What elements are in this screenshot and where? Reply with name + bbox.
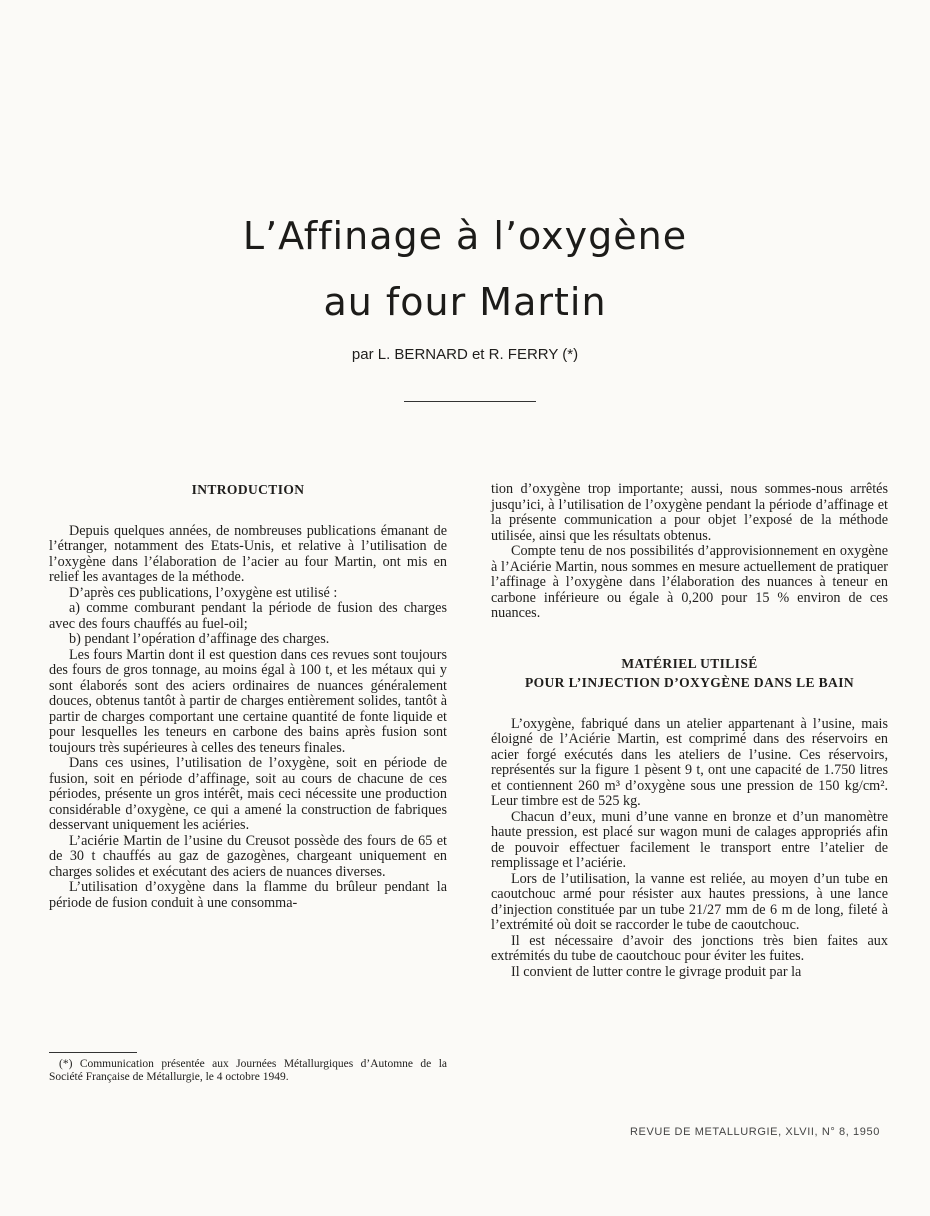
footnote-rule: [49, 1052, 137, 1053]
paragraph: Il convient de lutter contre le givrage produit par la: [511, 963, 802, 980]
paragraph: Lors de l’utilisation, la vanne est reliée, au moyen d’un tube en caoutchouc armé pour résister aux hautes pressions, à une lance d’injection constituée par un tube 21/27 mm de 6 m de long, fileté à l’extrémité où doit se raccorder le tube de caoutchouc.: [491, 870, 888, 933]
paragraph: L’aciérie Martin de l’usine du Creusot possède des fours de 65 et de 30 t chauffés au gaz de gazogènes, chargeant uniquement en charges solides et exécutant des aciers de nuances diverses.: [49, 832, 447, 880]
paragraph: Chacun d’eux, muni d’une vanne en bronze et d’un manomètre haute pression, est placé sur wagon muni de calages appropriés afin de pouvoir effectuer facilement le transport entre l’atelier de remplissage et l’aciérie.: [491, 808, 888, 871]
paragraph: Compte tenu de nos possibilités d’approvisionnement en oxygène à l’Aciérie Martin, nous sommes en mesure actuellement de pratiquer l’affinage à l’oxygène dans l’élaboration des nuances à teneur en carbone inférieure ou égale à 0,200 pour 15 % environ de ces nuances.: [491, 543, 888, 621]
left-column: [49, 482, 447, 911]
paragraph: a) comme comburant pendant la période de fusion des charges avec des fours chauffés au fuel-oil;: [49, 600, 447, 632]
paragraph: Les fours Martin dont il est question dans ces revues sont toujours des fours de gros tonnage, au moins égal à 100 t, et les métaux qui y sont élaborés sont des aciers ordinaires de nuances généralement douces, obtenus tantôt à partir de charges entièrement solides, tantôt à partir de charges comportant une certaine quantité de fonte liquide et pour lesquelles les teneurs en carbone des bains après fusion sont toujours très supérieures à celles des teneurs finales.: [49, 646, 447, 756]
article-title-line-2: au four Martin: [323, 280, 607, 324]
running-footer: REVUE DE METALLURGIE, XLVII, N° 8, 1950: [630, 1126, 880, 1138]
paragraph: L’utilisation d’oxygène dans la flamme du brûleur pendant la période de fusion conduit à une consomma-: [49, 879, 447, 911]
paragraph: b) pendant l’opération d’affinage des charges.: [69, 631, 330, 647]
paragraph: Dans ces usines, l’utilisation de l’oxygène, soit en période de fusion, soit en période d’affinage, soit au cours de chacune de ces périodes, présente un gros intérêt, mais ceci nécessite une production considérable d’oxygène, ce qui a amené la construction de fabriques desservant uniquement les aciéries.: [49, 755, 447, 833]
paragraph: Il est nécessaire d’avoir des jonctions très bien faites aux extrémités du tube de caoutchouc pour éviter les fuites.: [491, 932, 888, 964]
paragraph: L’oxygène, fabriqué dans un atelier appartenant à l’usine, mais éloigné de l’Aciérie Martin, est comprimé dans des réservoirs en acier forgé exécutés dans les ateliers de l’usine. Ces réservoirs, représentés sur la figure 1 pèsent 9 t, ont une capacité de 1.750 litres et contiennent 260 m³ d’oxygène sous une pression de 150 kg/cm². Leur timbre est de 525 kg.: [491, 715, 888, 809]
section-heading-introduction: INTRODUCTION: [191, 482, 305, 497]
paragraph: tion d’oxygène trop importante; aussi, nous sommes-nous arrêtés jusqu’ici, à l’utilisation de l’oxygène pendant la période d’affinage et la présente communication a pour objet l’exposé de la méthode utilisée, ainsi que les résultats obtenus.: [491, 481, 888, 544]
article-title-line-1: L’Affinage à l’oxygène: [242, 214, 688, 258]
paragraph: D’après ces publications, l’oxygène est utilisé :: [69, 584, 338, 601]
title-divider: [404, 401, 536, 402]
footnote: (*) Communication présentée aux Journées Métallurgiques d’Automne de la Société Française de Métallurgie, le 4 octobre 1949.: [49, 1058, 447, 1083]
paragraph: Depuis quelques années, de nombreuses publications émanant de l’étranger, notamment des Etats-Unis, et relative à l’utilisation de l’oxygène dans l’élaboration de l’acier au four Martin, ont mis en relief les avantages de la méthode.: [49, 522, 447, 585]
right-column: [491, 482, 888, 980]
article-authors: par L. BERNARD et R. FERRY (*): [351, 346, 579, 363]
section-heading-materiel-line-1: MATÉRIEL UTILISÉ: [621, 655, 758, 671]
section-heading-materiel-line-2: POUR L’INJECTION D’OXYGÈNE DANS LE BAIN: [524, 675, 855, 690]
